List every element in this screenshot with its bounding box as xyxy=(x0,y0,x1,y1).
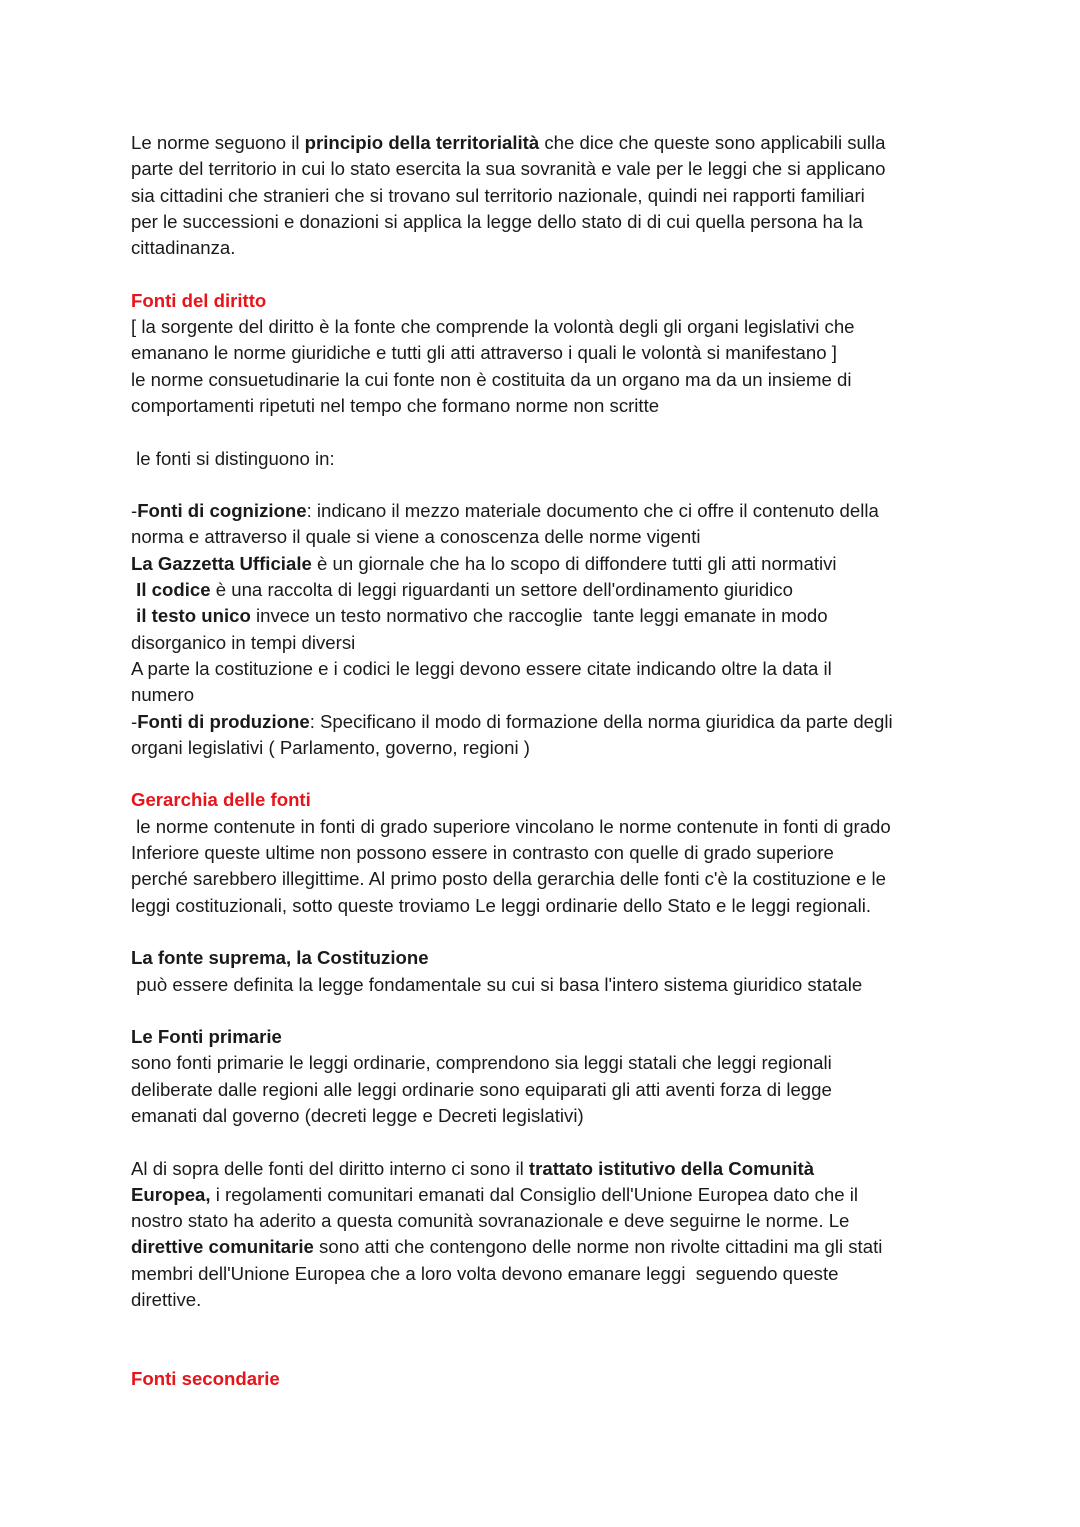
spacer xyxy=(131,1313,961,1339)
text-line: Il codice è una raccolta di leggi riguardanti un settore dell'ordinamento giuridico xyxy=(131,579,793,601)
spacer xyxy=(131,761,961,787)
text-line: norma e attraverso il quale si viene a conoscenza delle norme vigenti xyxy=(131,526,701,548)
section-fonti-primarie xyxy=(131,1024,961,1129)
spacer xyxy=(131,261,961,287)
bold-term: principio della territorialità xyxy=(304,132,540,153)
text-line: emanano le norme giuridiche e tutti gli atti attraverso i quali le volontà si manifestano ] xyxy=(131,342,837,364)
text-line: direttive. xyxy=(131,1289,202,1311)
text-line: parte del territorio in cui lo stato esercita la sua sovranità e vale per le leggi che si applicano xyxy=(131,158,886,180)
text-line: le norme contenute in fonti di grado superiore vincolano le norme contenute in fonti di grado xyxy=(131,815,891,837)
text-line: per le successioni e donazioni si applica la legge dello stato di di cui quella persona ha la xyxy=(131,210,863,232)
text-line: organi legislativi ( Parlamento, governo, regioni ) xyxy=(131,736,530,758)
section-gerarchia xyxy=(131,787,961,918)
text-line: Inferiore queste ultime non possono essere in contrasto con quelle di grado superiore xyxy=(131,842,834,864)
section-heading: Gerarchia delle fonti xyxy=(131,789,311,811)
text-line: le norme consuetudinarie la cui fonte non è costituita da un organo ma da un insieme di xyxy=(131,368,852,390)
section-fonti-di-produzione xyxy=(131,709,961,762)
section-heading: Fonti del diritto xyxy=(131,289,267,311)
document-page xyxy=(131,130,961,1392)
text-line: numero xyxy=(131,684,195,706)
bold-term: La Gazzetta Ufficiale xyxy=(131,552,312,574)
text-line: deliberate dalle regioni alle leggi ordinarie sono equiparati gli atti aventi forza di legge xyxy=(131,1078,832,1100)
section-costituzione xyxy=(131,945,961,998)
section-heading: Le Fonti primarie xyxy=(131,1026,282,1048)
spacer xyxy=(131,1340,961,1366)
text-line: sia cittadini che stranieri che si trovano sul territorio nazionale, quindi nei rapporti familiari xyxy=(131,184,865,206)
text-line: disorganico in tempi diversi xyxy=(131,631,356,653)
bold-term: Fonti di produzione xyxy=(137,710,310,732)
paragraph-europa xyxy=(131,1156,961,1314)
bold-term: Il codice xyxy=(131,579,211,601)
bold-term: Fonti di cognizione xyxy=(137,500,307,522)
bold-term: il testo unico xyxy=(131,605,251,627)
text-line: leggi costituzionali, sotto queste troviamo Le leggi ordinarie dello Stato e le leggi regionali. xyxy=(131,894,872,916)
section-fonti-del-diritto xyxy=(131,288,961,419)
text-line: Europea, i regolamenti comunitari emanati dal Consiglio dell'Unione Europea dato che il xyxy=(131,1183,859,1205)
text-line: perché sarebbero illegittime. Al primo posto della gerarchia delle fonti c'è la costituzione e le xyxy=(131,868,886,890)
paragraph-territorialita xyxy=(131,130,961,261)
bold-term: trattato istitutivo della Comunità xyxy=(528,1157,815,1179)
text-line: [ la sorgente del diritto è la fonte che comprende la volontà degli gli organi legislativi che xyxy=(131,316,855,338)
text-line: La Gazzetta Ufficiale è un giornale che ha lo scopo di diffondere tutti gli atti normativi xyxy=(131,552,837,574)
text-line: direttive comunitarie sono atti che contengono delle norme non rivolte cittadini ma gli stati xyxy=(131,1236,883,1258)
spacer xyxy=(131,472,961,498)
bold-term: direttive comunitarie xyxy=(131,1236,314,1258)
spacer xyxy=(131,1129,961,1155)
text-line: A parte la costituzione e i codici le leggi devono essere citate indicando oltre la data il xyxy=(131,657,832,679)
text-line: Al di sopra delle fonti del diritto interno ci sono il trattato istitutivo della Comunità xyxy=(131,1157,815,1179)
text-line: sono fonti primarie le leggi ordinarie, comprendono sia leggi statali che leggi regionali xyxy=(131,1052,832,1074)
text-line: Le norme seguono il principio della territorialità che dice che queste sono applicabili sulla xyxy=(131,132,886,153)
text-line: -Fonti di produzione: Specificano il modo di formazione della norma giuridica da parte degli xyxy=(131,710,893,732)
text-line: cittadinanza. xyxy=(131,237,236,259)
text-line: può essere definita la legge fondamentale su cui si basa l'intero sistema giuridico statale xyxy=(131,973,863,995)
spacer xyxy=(131,419,961,445)
section-heading: La fonte suprema, la Costituzione xyxy=(131,947,429,969)
spacer xyxy=(131,998,961,1024)
text-line: nostro stato ha aderito a questa comunità sovranazionale e deve seguirne le norme. Le xyxy=(131,1210,850,1232)
text-line: comportamenti ripetuti nel tempo che formano norme non scritte xyxy=(131,394,660,416)
section-heading: Fonti secondarie xyxy=(131,1367,280,1389)
text-line: emanati dal governo (decreti legge e Decreti legislativi) xyxy=(131,1104,584,1126)
text-line: membri dell'Unione Europea che a loro volta devono emanare leggi seguendo queste xyxy=(131,1262,839,1284)
spacer xyxy=(131,919,961,945)
bold-term: Europea, xyxy=(131,1183,211,1205)
section-fonti-di-cognizione xyxy=(131,498,961,708)
text-line: le fonti si distinguono in: xyxy=(131,447,335,469)
text-line: -Fonti di cognizione: indicano il mezzo materiale documento che ci offre il contenuto della xyxy=(131,500,879,522)
text-line: il testo unico invece un testo normativo che raccoglie tante leggi emanate in modo xyxy=(131,605,828,627)
